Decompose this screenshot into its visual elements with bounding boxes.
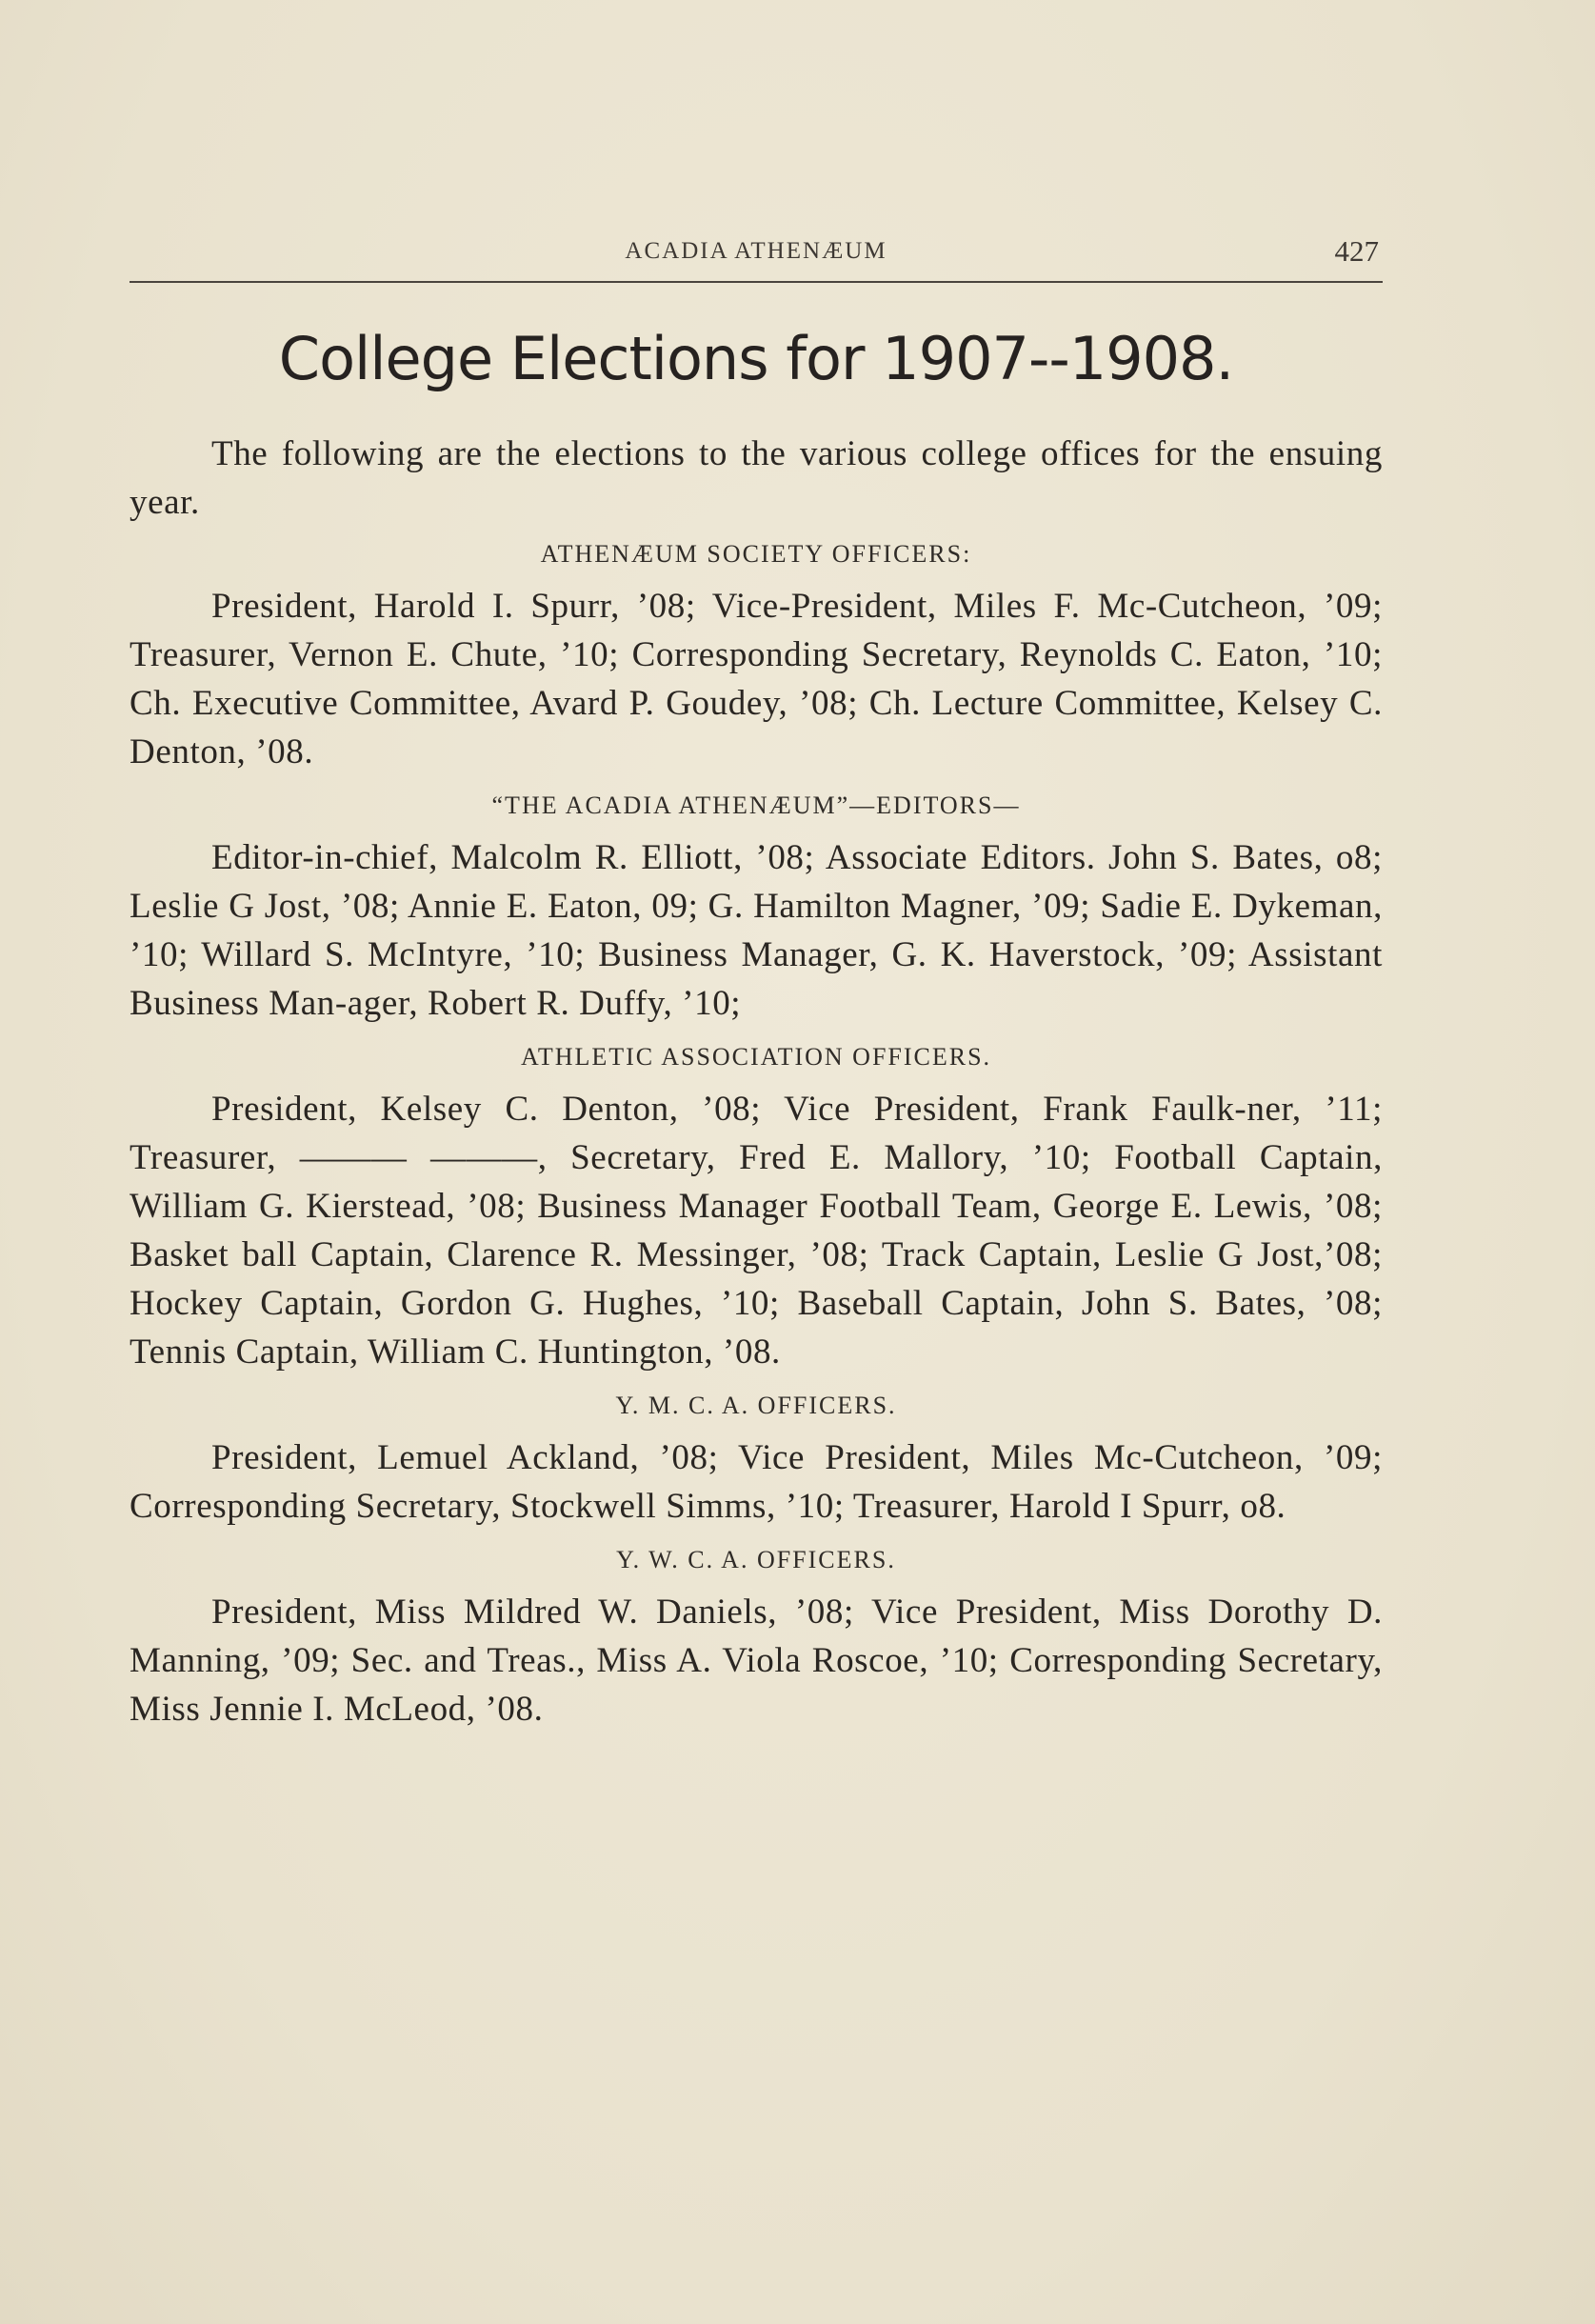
journal-page [130, 229, 1383, 1733]
section-text-athenaeum-society: President, Harold I. Spurr, ’08; Vice-President, Miles F. Mc-Cutcheon, ’09; Treasurer, Vernon E. Chute, ’10; Corresponding Secretary, Reynolds C. Eaton, ’10; Ch. Executive Committee, Avard P. Goudey, ’08; Ch. Lecture Committee, Kelsey C. Denton, ’08. [130, 587, 1383, 771]
header-rule [130, 281, 1383, 283]
section-text-ywca: President, Miss Mildred W. Daniels, ’08; Vice President, Miss Dorothy D. Manning, ’09; Sec. and Treas., Miss A. Viola Roscoe, ’10; Corresponding Secretary, Miss Jennie I. McLeod, ’08. [130, 1593, 1383, 1729]
page-number: 427 [1334, 234, 1379, 268]
section-heading-athletic-association: ATHLETIC ASSOCIATION OFFICERS. [520, 1043, 992, 1071]
section-heading-editors: “THE ACADIA ATHENÆUM”—EDITORS— [491, 791, 1021, 819]
running-header [130, 229, 1383, 282]
section-text-editors: Editor-in-chief, Malcolm R. Elliott, ’08; Associate Editors. John S. Bates, o8; Leslie G Jost, ’08; Annie E. Eaton, 09; G. Hamilton Magner, ’09; Sadie E. Dykeman, ’10; Willard S. McIntyre, ’10; Business Manager, G. K. Haverstock, ’09; Assistant Business Man-ager, Robert R. Duffy, ’10; [130, 838, 1383, 1023]
section-text-athletic-association: President, Kelsey C. Denton, ’08; Vice President, Frank Faulk-ner, ’11; Treasurer, ——— ———, Secretary, Fred E. Mallory, ’10; Football Captain, William G. Kierstead, ’08; Business Manager Football Team, George E. Lewis, ’08; Basket ball Captain, Clarence R. Messinger, ’08; Track Captain, Leslie G Jost,’08; Hockey Captain, Gordon G. Hughes, ’10; Baseball Captain, John S. Bates, ’08; Tennis Captain, William C. Huntington, ’08. [130, 1090, 1383, 1372]
intro-paragraph: The following are the elections to the various college offices for the ensuing year. [130, 434, 1383, 522]
running-title: ACADIA ATHENÆUM [625, 238, 887, 264]
section-heading-ywca: Y. W. C. A. OFFICERS. [616, 1546, 896, 1573]
article-title: College Elections for 1907--1908. [278, 324, 1234, 393]
section-text-ymca: President, Lemuel Ackland, ’08; Vice President, Miles Mc-Cutcheon, ’09; Corresponding Secretary, Stockwell Simms, ’10; Treasurer, Harold I Spurr, o8. [130, 1438, 1383, 1526]
section-heading-ymca: Y. M. C. A. OFFICERS. [615, 1392, 897, 1419]
section-heading-athenaeum-society: ATHENÆUM SOCIETY OFFICERS: [540, 540, 972, 568]
